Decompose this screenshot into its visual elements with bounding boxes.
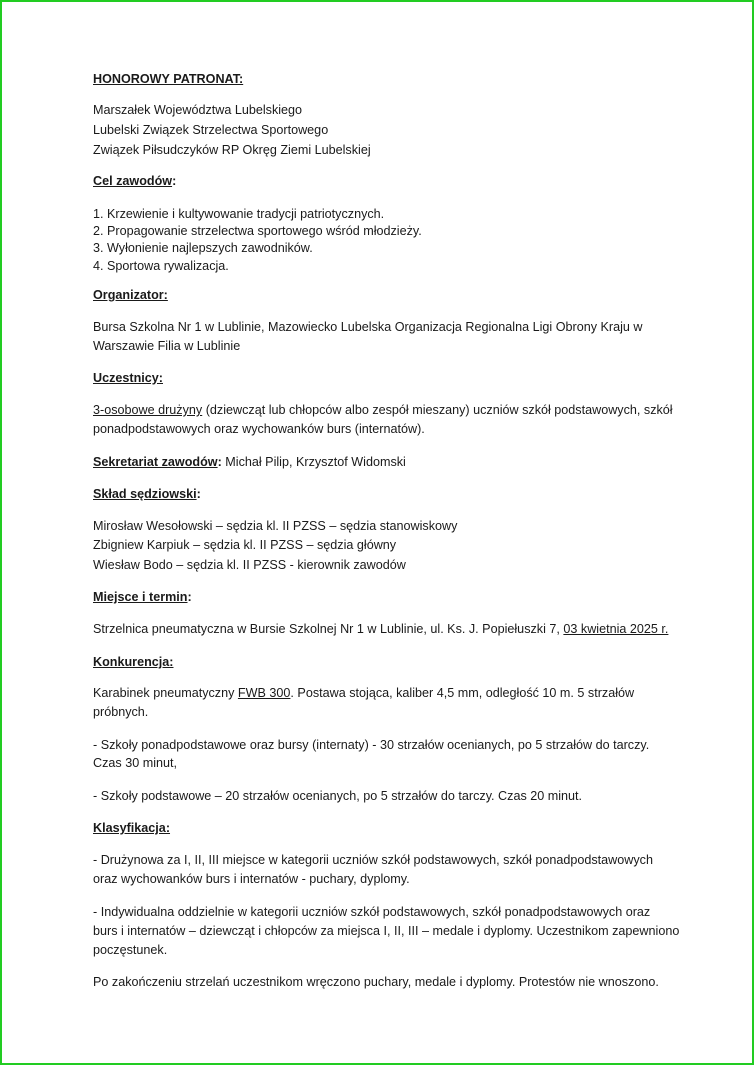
uczestnicy-line xyxy=(93,401,673,420)
cel-item: 4. Sportowa rywalizacja. xyxy=(93,259,229,273)
organizator-heading: Organizator: xyxy=(93,288,168,302)
sekretariat-colon: : xyxy=(217,455,222,469)
sklad-line: Wiesław Bodo – sędzia kl. II PZSS - kierownik zawodów xyxy=(93,558,406,572)
miejsce-heading-row xyxy=(93,588,192,607)
sklad-line: Mirosław Wesołowski – sędzia kl. II PZSS – sędzia stanowiskowy xyxy=(93,519,458,533)
konkurencja-line: - Szkoły ponadpodstawowe oraz bursy (internaty) - 30 strzałów ocenianych, po 5 strzałów do tarczy. xyxy=(93,738,650,752)
konkurencja-line: - Szkoły podstawowe – 20 strzałów ocenianych, po 5 strzałów do tarczy. Czas 20 minut. xyxy=(93,789,583,803)
uczestnicy-line: ponadpodstawowych oraz wychowanków burs (internatów). xyxy=(93,422,425,436)
miejsce-text: Strzelnica pneumatyczna w Bursie Szkolnej Nr 1 w Lublinie, ul. Ks. J. Popiełuszki 7, xyxy=(93,622,564,636)
rifle-model-link[interactable]: FWB 300 xyxy=(237,686,291,700)
miejsce-colon: : xyxy=(187,590,192,604)
miejsce-date: 03 kwietnia 2025 r. xyxy=(563,622,669,636)
organizator-line: Warszawie Filia w Lublinie xyxy=(93,339,241,353)
uczestnicy-teams: 3-osobowe drużyny xyxy=(93,403,203,417)
miejsce-line xyxy=(93,620,668,639)
sekretariat-text: Michał Pilip, Krzysztof Widomski xyxy=(221,455,406,469)
klasyfikacja-line: Po zakończeniu strzelań uczestnikom wręczono puchary, medale i dyplomy. Protestów nie wnoszono. xyxy=(93,975,659,989)
sklad-colon: : xyxy=(196,487,201,501)
uczestnicy-heading: Uczestnicy: xyxy=(93,371,163,385)
sklad-line: Zbigniew Karpiuk – sędzia kl. II PZSS – sędzia główny xyxy=(93,538,397,552)
patronat-line: Lubelski Związek Strzelectwa Sportowego xyxy=(93,123,329,137)
uczestnicy-text: (dziewcząt lub chłopców albo zespół mieszany) uczniów szkół podstawowych, szkół xyxy=(202,403,673,417)
cel-heading-row xyxy=(93,172,176,191)
konkurencja-line: próbnych. xyxy=(93,705,149,719)
klasyfikacja-line: burs i internatów – dziewcząt i chłopców za miejsca I, II, III – medale i dyplomy. Uczestnikom zapewniono xyxy=(93,924,680,938)
patronat-line: Związek Piłsudczyków RP Okręg Ziemi Lubelskiej xyxy=(93,143,371,157)
klasyfikacja-line: poczęstunek. xyxy=(93,943,168,957)
klasyfikacja-heading: Klasyfikacja: xyxy=(93,821,171,835)
konkurencja-text: Karabinek pneumatyczny xyxy=(93,686,238,700)
konkurencja-text: . Postawa stojąca, kaliber 4,5 mm, odległość 10 m. 5 strzałów xyxy=(290,686,635,700)
cel-heading-colon: : xyxy=(172,174,177,188)
klasyfikacja-line: - Drużynowa za I, II, III miejsce w kategorii uczniów szkół podstawowych, szkół ponadpodstawowych xyxy=(93,853,653,867)
konkurencja-heading: Konkurencja: xyxy=(93,655,174,669)
cel-item: 2. Propagowanie strzelectwa sportowego wśród młodzieży. xyxy=(93,224,422,238)
patronat-line: Marszałek Województwa Lubelskiego xyxy=(93,103,303,117)
klasyfikacja-line: - Indywidualna oddzielnie w kategorii uczniów szkół podstawowych, szkół ponadpodstawowych oraz xyxy=(93,905,651,919)
sklad-heading: Skład sędziowski xyxy=(93,487,197,501)
sekretariat-heading: Sekretariat zawodów xyxy=(93,455,218,469)
klasyfikacja-line: oraz wychowanków burs i internatów - puchary, dyplomy. xyxy=(93,872,410,886)
cel-item: 3. Wyłonienie najlepszych zawodników. xyxy=(93,241,313,255)
organizator-line: Bursa Szkolna Nr 1 w Lublinie, Mazowiecko Lubelska Organizacja Regionalna Ligi Obrony Kraju w xyxy=(93,320,643,334)
cel-item: 1. Krzewienie i kultywowanie tradycji patriotycznych. xyxy=(93,207,385,221)
konkurencja-line xyxy=(93,684,634,703)
sekretariat-row xyxy=(93,453,406,472)
cel-heading: Cel zawodów xyxy=(93,174,173,188)
patronat-heading: HONOROWY PATRONAT: xyxy=(93,72,244,86)
miejsce-heading: Miejsce i termin xyxy=(93,590,188,604)
konkurencja-line: Czas 30 minut, xyxy=(93,756,177,770)
sklad-heading-row xyxy=(93,485,201,504)
